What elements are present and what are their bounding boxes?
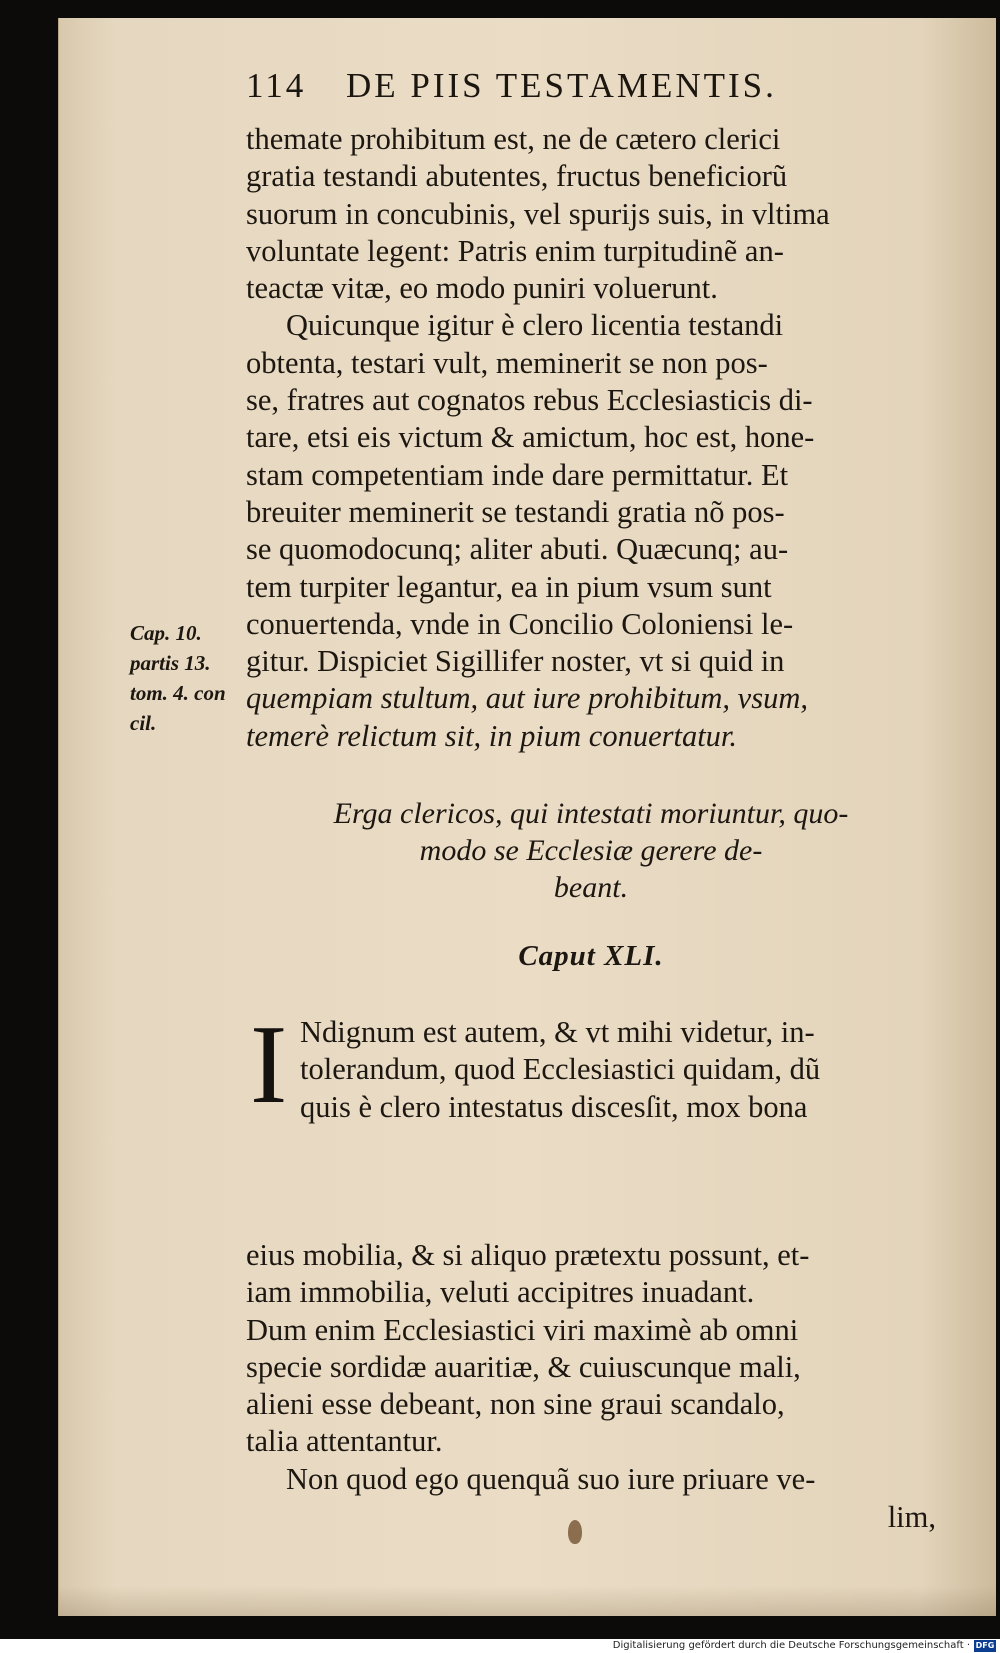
- section-heading: [246, 795, 936, 906]
- page-number: 114: [246, 66, 307, 105]
- text-line: Ndignum est autem, & vt mihi videtur, in-: [300, 1015, 815, 1049]
- text-line: conuertenda, vnde in Concilio Coloniensi le-: [246, 606, 794, 641]
- chapter-label: Caput XLI.: [518, 940, 664, 972]
- text-line: stam competentiam inde dare permittatur. Et: [246, 457, 789, 492]
- text-line: talia attentantur.: [246, 1424, 443, 1459]
- body-text-dropcap: [300, 1014, 936, 1126]
- text-line: tare, etsi eis victum & amictum, hoc est, hone-: [246, 420, 815, 455]
- ink-stain: [568, 1520, 582, 1544]
- text-line: voluntate legent: Patris enim turpitudinẽ an-: [246, 233, 784, 268]
- text-line: obtenta, testari vult, meminerit se non pos-: [246, 345, 768, 380]
- text-line: specie sordidæ auaritiæ, & cuiuscunque mali,: [246, 1349, 801, 1384]
- text-line: se, fratres aut cognatos rebus Ecclesiasticis di-: [246, 383, 813, 418]
- text-line: iam immobilia, veluti accipitres inuadant.: [246, 1275, 755, 1310]
- section-heading-line: modo se Ecclesiæ gerere de-: [419, 834, 763, 867]
- running-title: DE PIIS TESTAMENTIS.: [346, 66, 777, 105]
- body-text-top: [246, 121, 936, 755]
- quotation-line: temerè relictum sit, in pium conuertatur.: [246, 718, 738, 753]
- text-line: se quomodocunq; aliter abuti. Quæcunq; au-: [246, 532, 789, 567]
- catchword: lim,: [887, 1500, 936, 1534]
- text-line: alieni esse debeant, non sine graui scandalo,: [246, 1387, 785, 1422]
- marginal-note-line: Cap. 10.: [130, 621, 202, 645]
- text-line: quis è clero intestatus discesſit, mox bona: [300, 1089, 808, 1124]
- running-head: [246, 66, 926, 126]
- section-heading-line: Erga clericos, qui intestati moriuntur, quo-: [333, 797, 849, 830]
- marginal-note-line: cil.: [130, 711, 157, 735]
- marginal-note-line: tom. 4. con: [130, 681, 226, 705]
- section-heading-line: beant.: [553, 871, 629, 904]
- quotation-line: quempiam stultum, aut iure prohibitum, vsum,: [246, 681, 808, 716]
- text-line: breuiter meminerit se testandi gratia nõ pos-: [246, 494, 785, 529]
- text-line: eius mobilia, & si aliquo prætextu possunt, et-: [246, 1238, 810, 1272]
- text-line: gratia testandi abutentes, fructus beneficiorũ: [246, 159, 788, 194]
- marginal-note-line: partis 13.: [130, 651, 211, 675]
- text-line: tem turpiter legantur, ea in pium vsum sunt: [246, 569, 772, 604]
- body-text-bottom: [246, 1237, 936, 1498]
- text-line: teactæ vitæ, eo modo puniri voluerunt.: [246, 271, 718, 306]
- text-line: Quicunque igitur è clero licentia testandi: [286, 308, 784, 343]
- marginal-note: [130, 618, 250, 738]
- dfg-logo-icon: DFG: [975, 1641, 995, 1650]
- text-line: gitur. Dispiciet Sigillifer noster, vt si quid in: [246, 644, 785, 679]
- text-line: tolerandum, quod Ecclesiastici quidam, dũ: [300, 1052, 821, 1087]
- digitization-footer: [0, 1639, 1000, 1653]
- text-line: Dum enim Ecclesiastici viri maximè ab omni: [246, 1312, 799, 1347]
- text-line: themate prohibitum est, ne de cætero clerici: [246, 122, 781, 156]
- text-line: Non quod ego quenquã suo iure priuare ve-: [286, 1461, 816, 1496]
- drop-cap: I: [250, 1003, 288, 1127]
- footer-credit: Digitalisierung gefördert durch die Deutsche Forschungsgemeinschaft ·: [612, 1640, 970, 1651]
- text-line: suorum in concubinis, vel spurijs suis, in vltima: [246, 196, 830, 231]
